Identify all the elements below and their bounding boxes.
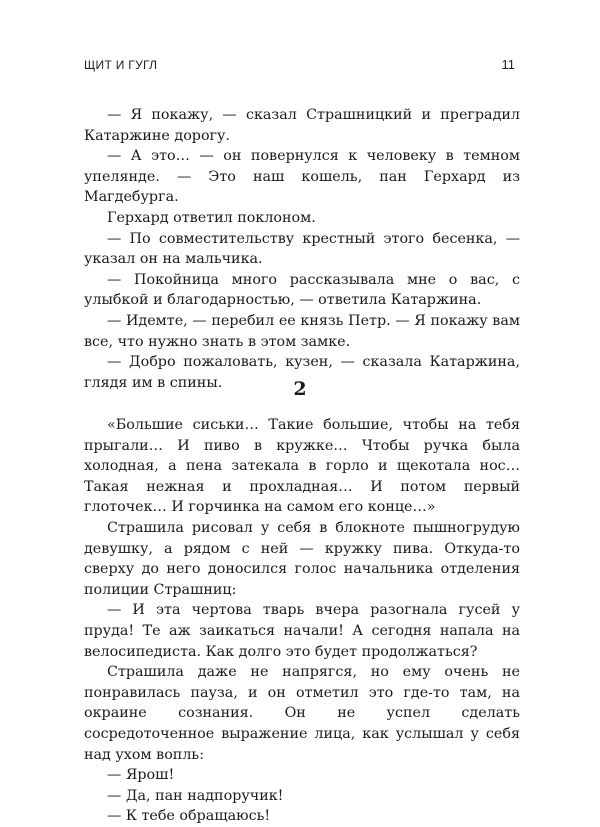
chapter-number: 2 — [293, 378, 307, 400]
paragraph: «Большие сиськи… Такие большие, чтобы на тебя прыгали… И пиво в кружке… Чтобы ручка была холодная, а пена затекала в горло и щекотала нос… Такая нежная и прохладная… И потом первый глоточек… И горчинка на самом его конце…» — [84, 417, 520, 516]
paragraph: — Да, пан надпоручик! — [107, 787, 284, 804]
text-block-section-2 — [84, 415, 520, 827]
paragraph: — К тебе обращаюсь! — [107, 808, 271, 825]
paragraph: — И эта чертова тварь вчера разогнала гусей у пруда! Те аж заикаться начали! А сегодня напала на велосипедиста. Как долго это будет продолжаться? — [84, 602, 520, 660]
page-number: 11 — [501, 57, 515, 72]
paragraph: — Идемте, — перебил ее князь Петр. — Я покажу вам все, что нужно знать в этом замке. — [84, 312, 520, 350]
paragraph: Герхард ответил поклоном. — [107, 209, 316, 226]
paragraph: — А это… — он повернулся к человеку в темном упелянде. — Это наш кошель, пан Герхард из Магдебурга. — [84, 148, 520, 206]
paragraph: — По совместительству крестный этого бесенка, — указал он на мальчика. — [84, 230, 520, 268]
paragraph: — Я покажу, — сказал Страшницкий и преградил Катаржине дорогу. — [84, 107, 520, 144]
paragraph: Страшила рисовал у себя в блокноте пышногрудую девушку, а рядом с ней — кружку пива. Откуда-то сверху до него доносился голос начальника отделения полиции Страшниц: — [84, 519, 520, 598]
running-head: ЩИТ И ГУГЛ — [84, 58, 158, 72]
text-block-section-1 — [84, 105, 520, 393]
paragraph: — Добро пожаловать, кузен, — сказала Катаржина, глядя им в спины. — [84, 354, 520, 391]
paragraph: Страшила даже не напрягся, но ему очень не понравилась пауза, и он отметил это где-то там, на окраине сознания. Он не успел сделать сосредоточенное выражение лица, как услышал у себя над ухом вопль: — [84, 664, 520, 763]
paragraph: — Ярош! — [107, 767, 175, 784]
paragraph: — Покойница много рассказывала мне о вас, с улыбкой и благодарностью, — ответила Катаржина. — [84, 271, 520, 309]
